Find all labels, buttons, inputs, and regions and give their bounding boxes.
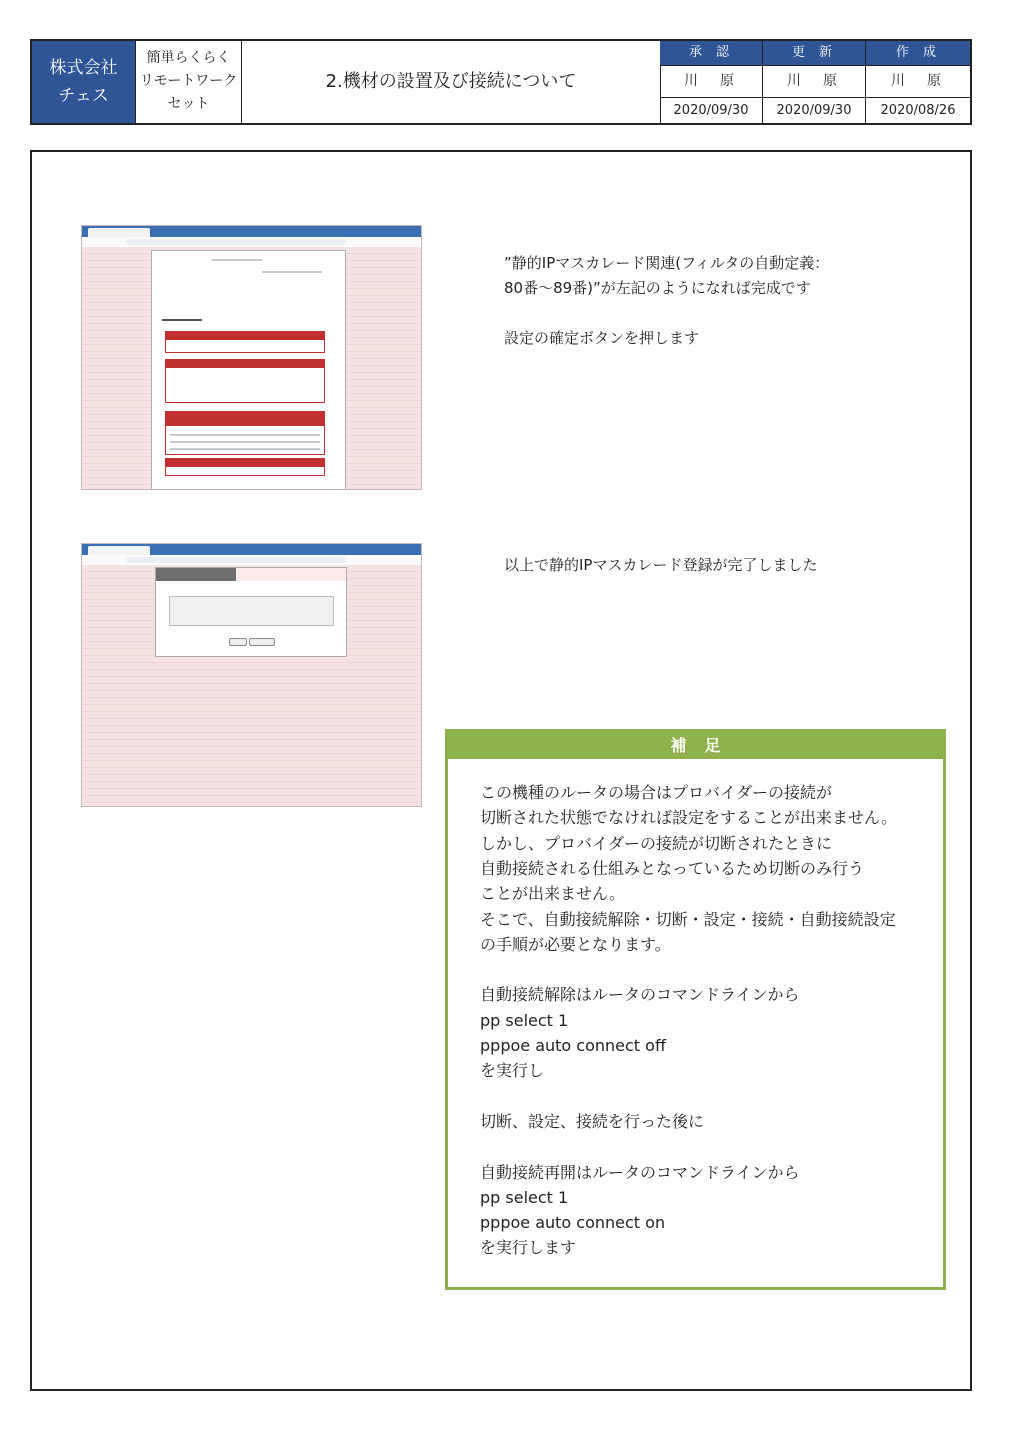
step2-line1: 以上で静的IPマスカレード登録が完了しました [504, 556, 818, 574]
supplement-line: しかし、プロバイダーの接続が切断されたときに [480, 833, 833, 853]
section-heading [162, 319, 202, 321]
completion-message-box [169, 596, 334, 626]
step1-line2: 80番～89番)”が左記のようになれば完成です [504, 279, 811, 297]
approval-date: 2020/09/30 [673, 103, 749, 118]
supplement-line: 自動接続再開はルータのコマンドラインから [480, 1162, 800, 1182]
approval-date: 2020/08/26 [880, 103, 956, 118]
masquerade-section-header [165, 411, 325, 425]
browser-tab [88, 546, 150, 555]
firewall-section-header [165, 331, 325, 339]
completion-panel [155, 567, 347, 657]
supplement-line: この機種のルータの場合はプロバイダーの接続が [480, 783, 833, 802]
approval-name: 川原 [660, 66, 762, 98]
dmz-section-body [165, 466, 325, 476]
company-name-line2: チェス [58, 86, 109, 106]
step1-line3: 設定の確定ボタンを押します [504, 329, 700, 347]
product-name-line2: リモートワーク [139, 73, 238, 89]
url-field [126, 557, 346, 563]
table-row [170, 434, 320, 436]
dmz-section-header [165, 458, 325, 466]
supplement-line: 自動接続解除はルータのコマンドラインから [480, 985, 800, 1005]
supplement-line: の手順が必要となります。 [480, 934, 671, 954]
timer-section-body [165, 367, 325, 403]
form-line [212, 259, 262, 261]
supplement-line: を実行します [480, 1238, 577, 1258]
browser-titlebar [82, 226, 421, 237]
settings-panel [151, 250, 346, 490]
table-row [170, 448, 320, 450]
supplement-line: を実行し [480, 1061, 545, 1081]
supplement-title: 補足 [448, 732, 943, 759]
approval-role: 更新 [763, 41, 865, 66]
company-name [32, 41, 136, 123]
table-row [170, 441, 320, 443]
supplement-box [445, 729, 946, 1290]
approval-column-approve [660, 41, 763, 123]
approval-column-update [763, 41, 866, 123]
screenshot-router-settings [81, 225, 422, 490]
step1-description [504, 251, 829, 351]
supplement-line: 切断、設定、接続を行った後に [480, 1111, 705, 1131]
browser-tab [88, 228, 150, 237]
url-field [126, 239, 346, 245]
supplement-line: 自動接続される仕組みとなっているため切断のみ行う [480, 858, 865, 878]
supplement-line: そこで、自動接続解除・切断・設定・接続・自動接続設定 [480, 909, 896, 929]
supplement-line: 切断された状態でなければ設定をすることが出来ません。 [480, 808, 897, 828]
supplement-line: pppoe auto connect on [480, 1213, 666, 1233]
approval-role: 承認 [660, 41, 762, 66]
form-line [262, 271, 322, 273]
approval-table [660, 41, 970, 123]
approval-role: 作成 [866, 41, 970, 66]
supplement-line: pppoe auto connect off [480, 1036, 666, 1055]
back-button[interactable] [229, 638, 247, 646]
approval-date: 2020/09/30 [776, 103, 852, 118]
product-name-line3: セット [167, 96, 210, 112]
approval-column-create [866, 41, 970, 123]
company-name-line1: 株式会社 [49, 58, 118, 78]
firewall-section-body [165, 339, 325, 353]
timer-section-header [165, 359, 325, 367]
supplement-line: ことが出来ません。 [480, 884, 625, 904]
product-name-line1: 簡単らくらく [146, 50, 231, 66]
approval-name: 川原 [763, 66, 865, 98]
browser-titlebar [82, 544, 421, 555]
step1-line1: ”静的IPマスカレード関連(フィルタの自動定義： [504, 254, 830, 272]
panel-header [156, 568, 236, 581]
confirm-settings-button[interactable] [230, 489, 272, 490]
top-button[interactable] [249, 638, 275, 646]
panel-header-tab [236, 568, 346, 581]
screenshot-completion [81, 543, 422, 807]
product-name [136, 41, 242, 123]
step2-description [504, 553, 817, 578]
document-title: 2.機材の設置及び接続について [242, 41, 661, 123]
supplement-line: pp select 1 [480, 1010, 569, 1030]
document-header [30, 39, 972, 125]
supplement-line: pp select 1 [480, 1187, 569, 1207]
masquerade-section-body [165, 425, 325, 455]
approval-name: 川原 [866, 66, 970, 98]
